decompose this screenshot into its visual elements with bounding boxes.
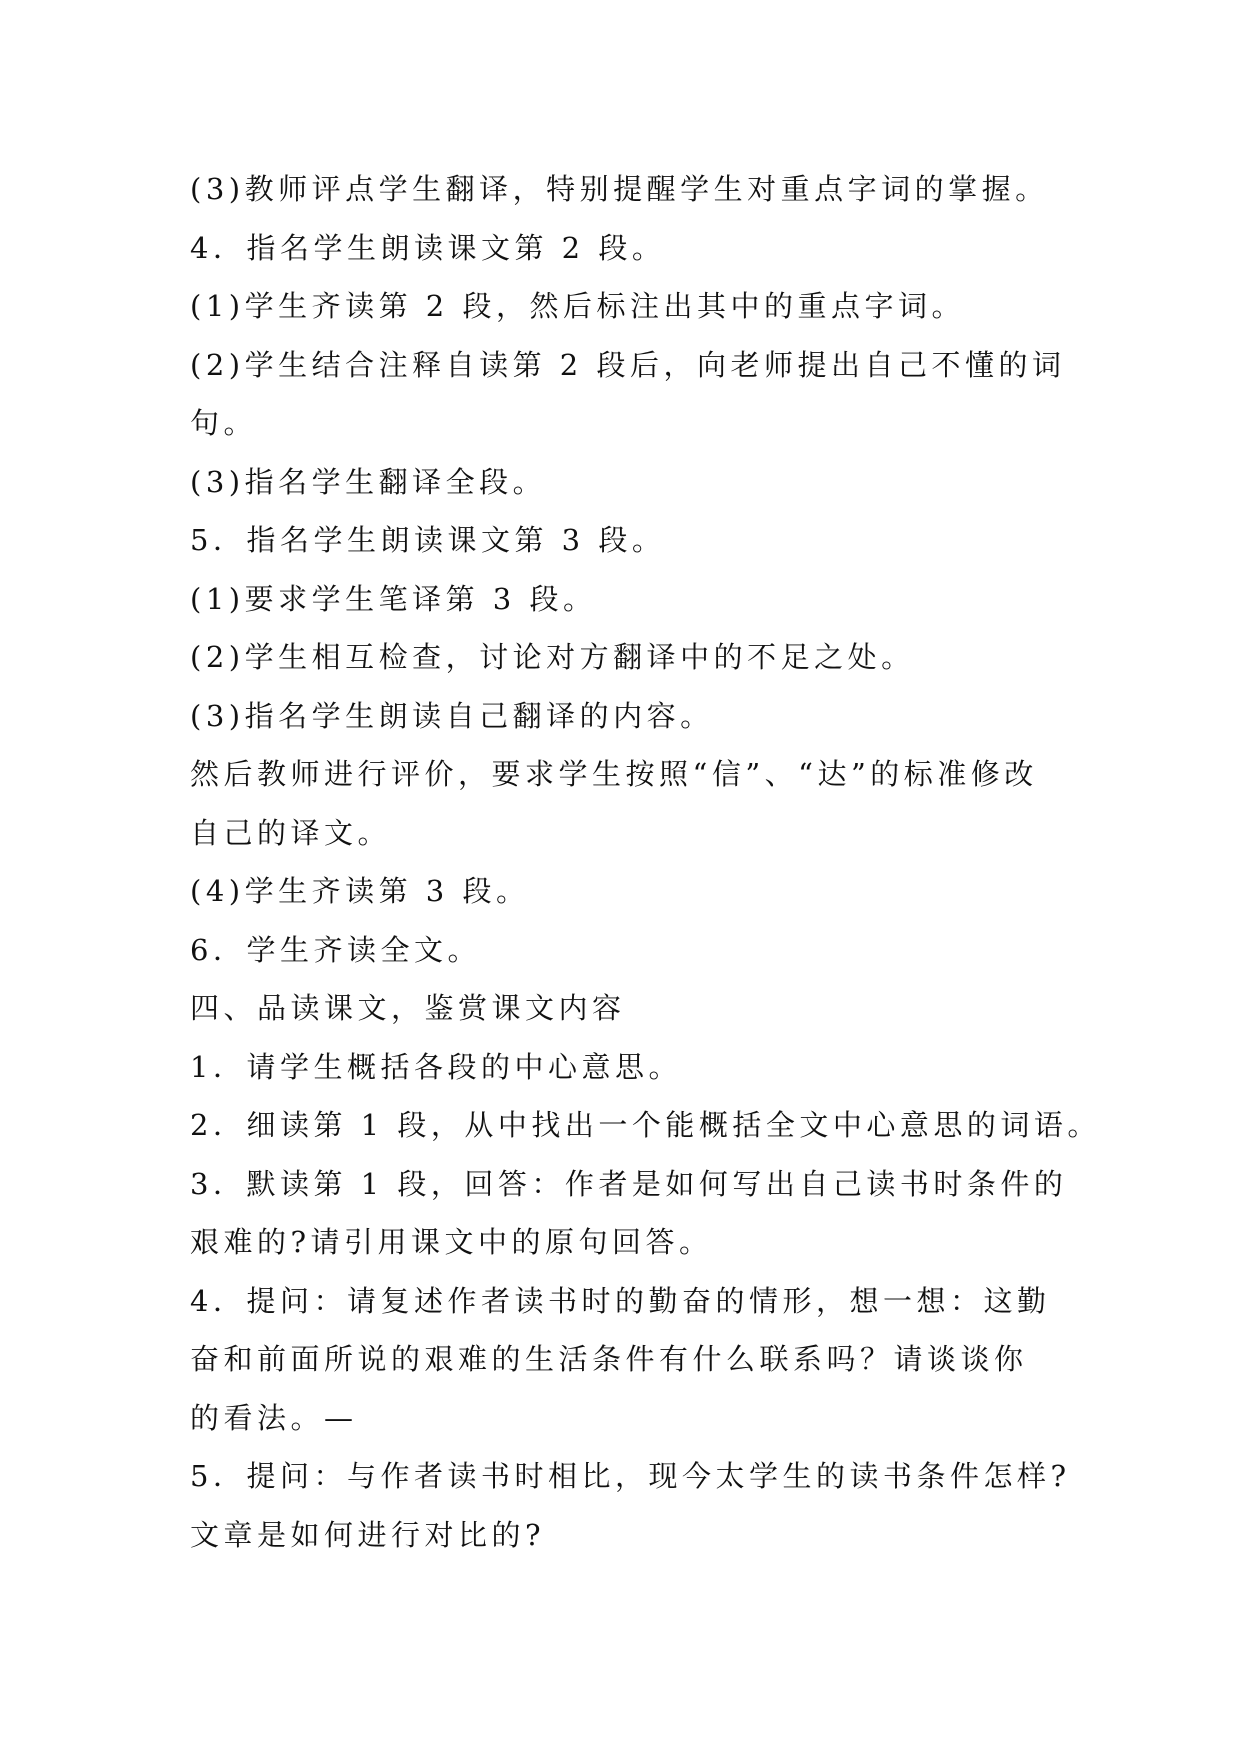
text-line-8: (1)要求学生笔译第 3 段。 xyxy=(190,581,597,616)
text-line-10: (3)指名学生朗读自己翻译的内容。 xyxy=(190,698,714,733)
text-line-3: (1)学生齐读第 2 段，然后标注出其中的重点字词。 xyxy=(190,289,965,323)
text-line-18: 3．默读第 1 段，回答：作者是如何写出自己读书时条件的 xyxy=(190,1166,1068,1201)
text-line-5: 句。 xyxy=(190,406,258,440)
text-line-16: 1．请学生概括各段的中心意思。 xyxy=(190,1049,682,1084)
text-line-7: 5．指名学生朗读课文第 3 段。 xyxy=(190,523,666,557)
text-line-11: 然后教师进行评价，要求学生按照“信”、“达”的标准修改 xyxy=(190,757,1038,791)
text-line-20: 4．提问：请复述作者读书时的勤奋的情形，想一想：这勤 xyxy=(190,1283,1051,1318)
section-heading: 四、品读课文，鉴赏课文内容 xyxy=(190,991,626,1025)
text-line-9: (2)学生相互检查，讨论对方翻译中的不足之处。 xyxy=(190,640,915,674)
text-line-6: (3)指名学生翻译全段。 xyxy=(190,464,547,499)
text-line-21: 奋和前面所说的艰难的生活条件有什么联系吗？请谈谈你 xyxy=(190,1342,1028,1376)
text-line-19: 艰难的?请引用课文中的原句回答。 xyxy=(190,1225,713,1259)
text-line-23: 5．提问：与作者读书时相比，现今太学生的读书条件怎样? xyxy=(190,1459,1071,1493)
text-line-13: (4)学生齐读第 3 段。 xyxy=(190,874,530,908)
text-line-1: (3)教师评点学生翻译，特别提醒学生对重点字词的掌握。 xyxy=(190,172,1049,206)
text-line-4: (2)学生结合注释自读第 2 段后，向老师提出自己不懂的词 xyxy=(190,347,1066,382)
text-line-17: 2．细读第 1 段，从中找出一个能概括全文中心意思的词语。 xyxy=(190,1108,1101,1142)
text-line-2: 4．指名学生朗读课文第 2 段。 xyxy=(190,230,666,265)
document-body xyxy=(190,160,1101,1564)
text-line-14: 6．学生齐读全文。 xyxy=(190,932,481,967)
text-line-24: 文章是如何进行对比的? xyxy=(190,1517,546,1552)
text-line-12: 自己的译文。 xyxy=(190,815,392,850)
text-line-22: 的看法。— xyxy=(190,1400,358,1435)
